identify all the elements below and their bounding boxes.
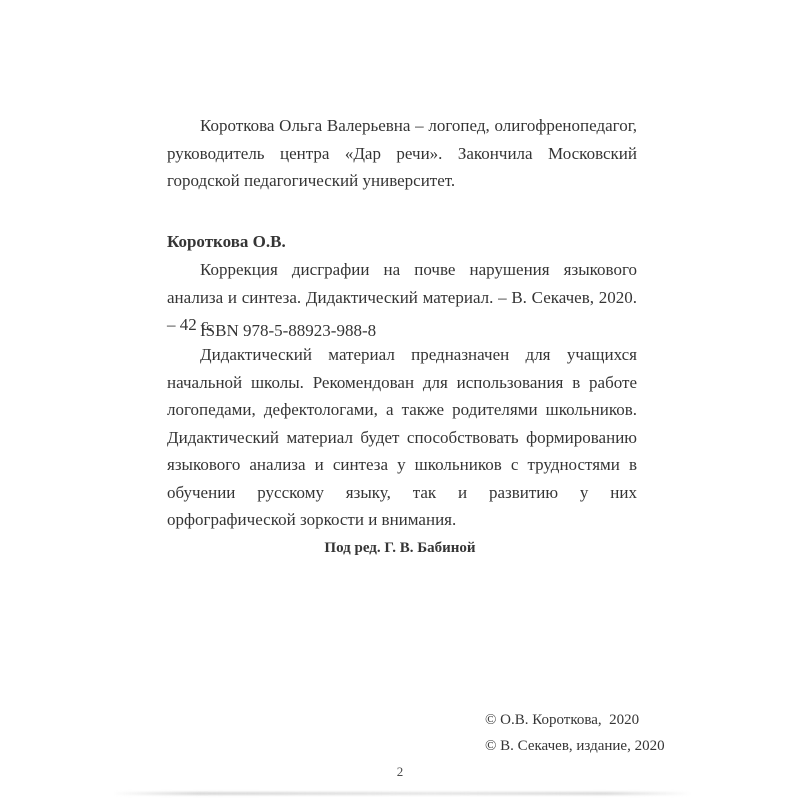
- bibliographic-description: Коррекция дисграфии на почве нарушения языкового анализа и синтеза. Дидактический материал. – В. Секачев, 2020. – 42 с.: [167, 260, 637, 334]
- copyright-author: © О.В. Короткова, 2020: [485, 712, 640, 728]
- page-number: 2: [396, 764, 404, 779]
- copyright-publisher: © В. Секачев, издание, 2020: [485, 738, 665, 754]
- isbn-line: ISBN 978-5-88923-988-8: [200, 321, 377, 340]
- author-heading: Короткова О.В.: [167, 232, 286, 251]
- author-bio-paragraph: Короткова Ольга Валерьевна – логопед, олигофренопедагог, руководитель центра «Дар речи». Закончила Московский городской педагогический университет.: [167, 116, 637, 190]
- scan-page-edge-shadow: [112, 792, 692, 795]
- copyright-block: [485, 707, 665, 759]
- annotation-paragraph: Дидактический материал предназначен для учащихся начальной школы. Рекомендован для использования в работе логопедами, дефектологами, а также родителями школьников. Дидактический материал будет способствовать формированию языкового анализа и синтеза у школьников с трудностями в обучении русскому языку, так и развитию у них орфографической зоркости и внимания.: [167, 345, 637, 529]
- editor-line: Под ред. Г. В. Бабиной: [324, 540, 476, 556]
